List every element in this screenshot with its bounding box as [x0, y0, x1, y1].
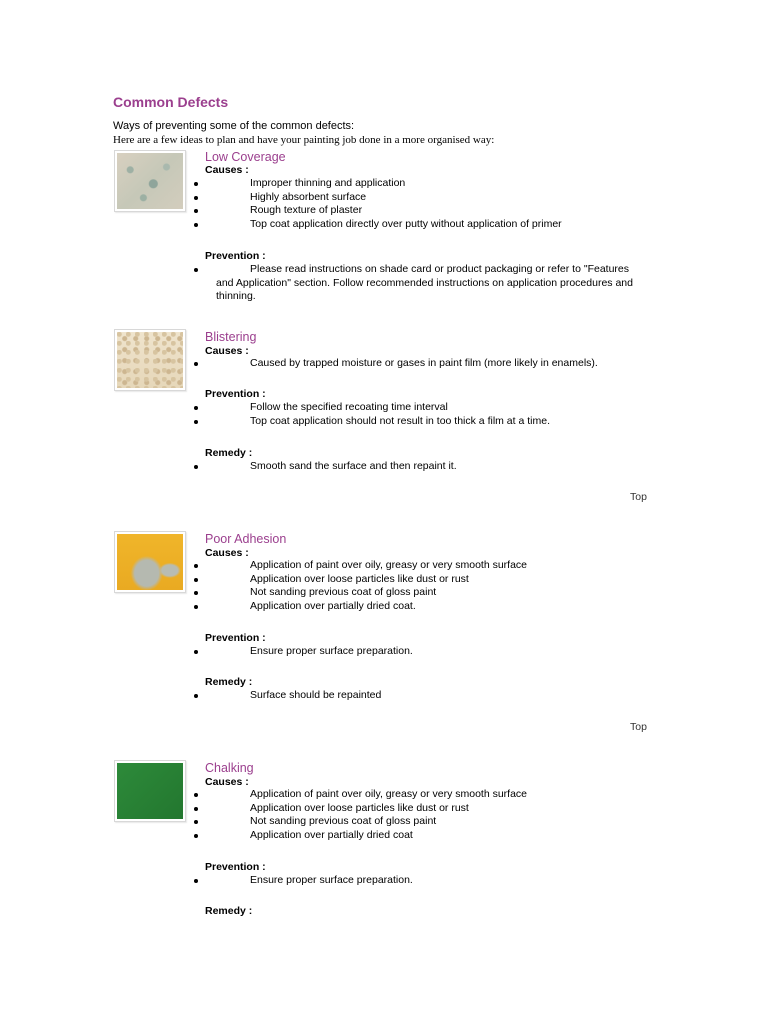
prevention-list — [205, 874, 645, 888]
section-title-chalking: Chalking — [205, 761, 254, 775]
top-link[interactable]: Top — [630, 491, 647, 503]
prevention-label: Prevention : — [205, 388, 266, 400]
list-item: Follow the specified recoating time interval — [205, 401, 645, 415]
causes-label: Causes : — [205, 776, 249, 788]
list-item: Application over partially dried coat. — [205, 600, 645, 614]
prevention-label: Prevention : — [205, 632, 266, 644]
list-item: Application over loose particles like dust or rust — [205, 573, 645, 587]
list-item: Application over loose particles like dust or rust — [205, 802, 645, 816]
prevention-list — [205, 645, 645, 659]
poor-adhesion-image — [114, 531, 186, 593]
top-link[interactable]: Top — [630, 721, 647, 733]
list-item: Top coat application directly over putty without application of primer — [205, 218, 645, 232]
section-title-poor-adhesion: Poor Adhesion — [205, 532, 287, 546]
list-item: Highly absorbent surface — [205, 191, 645, 205]
list-item: Smooth sand the surface and then repaint it. — [205, 460, 645, 474]
prevention-label: Prevention : — [205, 861, 266, 873]
prevention-list — [205, 401, 645, 428]
intro-text: Ways of preventing some of the common defects: — [113, 120, 355, 132]
remedy-label: Remedy : — [205, 676, 253, 688]
remedy-list — [205, 689, 645, 703]
remedy-list — [205, 460, 645, 474]
list-item: Please read instructions on shade card or product packaging or refer to "Features and Application" section. Follow recommended instructions on application procedures and thinning. — [205, 263, 645, 304]
list-item: Caused by trapped moisture or gases in paint film (more likely in enamels). — [205, 357, 665, 371]
section-title-low-coverage: Low Coverage — [205, 150, 286, 164]
intro-subtext: Here are a few ideas to plan and have your painting job done in a more organised way: — [113, 134, 495, 146]
list-item: Top coat application should not result in too thick a film at a time. — [205, 415, 645, 429]
list-item: Application of paint over oily, greasy or very smooth surface — [205, 788, 645, 802]
prevention-label: Prevention : — [205, 250, 266, 262]
causes-label: Causes : — [205, 345, 249, 357]
list-item: Ensure proper surface preparation. — [205, 874, 645, 888]
list-item: Improper thinning and application — [205, 177, 645, 191]
causes-list — [205, 177, 645, 232]
prevention-list — [205, 263, 645, 304]
list-item: Not sanding previous coat of gloss paint — [205, 815, 645, 829]
causes-list — [205, 357, 665, 371]
remedy-label: Remedy : — [205, 905, 253, 917]
causes-list — [205, 788, 645, 843]
remedy-label: Remedy : — [205, 447, 253, 459]
causes-label: Causes : — [205, 547, 249, 559]
low-coverage-image — [114, 150, 186, 212]
list-item: Application over partially dried coat — [205, 829, 645, 843]
chalking-image — [114, 760, 186, 822]
list-item: Application of paint over oily, greasy or very smooth surface — [205, 559, 645, 573]
list-item: Ensure proper surface preparation. — [205, 645, 645, 659]
list-item: Rough texture of plaster — [205, 204, 645, 218]
list-item: Surface should be repainted — [205, 689, 645, 703]
causes-list — [205, 559, 645, 614]
page-title: Common Defects — [113, 94, 229, 110]
causes-label: Causes : — [205, 164, 249, 176]
blistering-image — [114, 329, 186, 391]
section-title-blistering: Blistering — [205, 330, 257, 344]
list-item: Not sanding previous coat of gloss paint — [205, 586, 645, 600]
